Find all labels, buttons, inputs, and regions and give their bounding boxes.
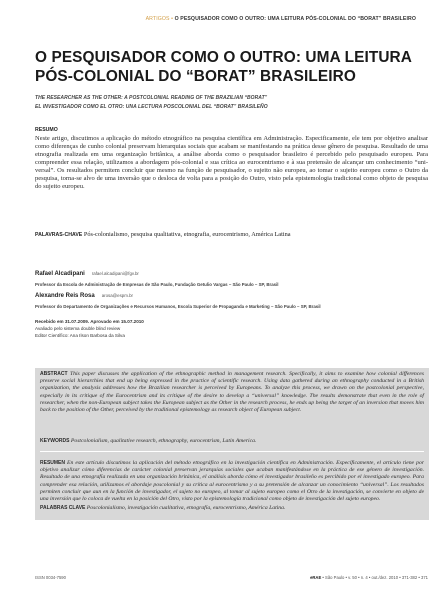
issn-number: ISSN 0034-7590 [35, 575, 66, 580]
citation-details: • São Paulo • v. 50 • n. 4 • out./dez. 2010 • 371-382 • 371 [322, 575, 428, 580]
author-block [35, 284, 428, 309]
abstract-label: ABSTRACT [40, 371, 68, 377]
review-system: Avaliado pelo sistema double blind review [35, 326, 121, 331]
keywords-pt [35, 231, 428, 238]
abstract-text: This paper discusses the application of the ethnographic method in management research. Specifically, it aims to examine how colonial differences preserve social hierarchies that end up being expressed in the practice of scientific research. Using data gathered during an ethnography conducted in a British organization, the analysis addresses how the Brazilian researcher is perceived by Europeans. To analyze this process, we drawn on the postcolonial perspective, especially in its critique of the Eurocentrism and its critique of the desire to develop a “universal” knowledge. The results demonstrate that even in the role of researcher, when the non-European subject takes the European subject as the Other in the research process, he ends up being the target of an inversion that moves him back to the position of the Other, perceived by the traditional epistemology as research object of European subject. [40, 371, 425, 414]
resumen-text: En este artículo discutimos la aplicación del método etnográfico en la investigación científica en Administración. Específicamente, el artículo tiene por objetivo analizar cómo diferencias de carácter colonial preservan jerarquías sociales que acaban manifestándose en la práctica de ese género de investigación. Resultado de una etnografía realizada en una organización británica, el análisis aborda cómo el investigador brasileño es percibido por el investigado europeo. Para comprender esa relación, utilizamos el abordaje poscolonial y su crítica al eurocentrismo y a su pretensión de alcanzar un conocimiento “universal”. Los resultados permiten concluir que aun en la función de investigador, el sujeto no europeo, al tomar al sujeto europeo como el Otro de la investigación, se convierte en objeto de una inversión que lo coloca de vuelta en la posición del Otro, visto por la epistemología tradicional como objeto de investigación del sujeto europeo. [40, 460, 424, 503]
keywords-en-label: KEYWORDS [40, 438, 70, 444]
journal-citation [310, 575, 428, 580]
keywords-pt-text: Pós-colonialismo, pesquisa qualitativa, etnografia, eurocentrismo, América Latina [83, 231, 291, 238]
subtitle-english: THE RESEARCHER AS THE OTHER: A POSTCOLONIAL READING OF THE BRAZILIAN “BORAT” [35, 95, 268, 101]
author-name: Rafael Alcadipani [35, 271, 85, 277]
keywords-es [40, 505, 424, 512]
abstract-divider [40, 451, 424, 452]
keywords-es-text: Poscolonialismo, investigación cualitativa, etnografía, eurocentrismo, América Latina. [86, 505, 286, 511]
keywords-en [40, 438, 424, 445]
resumo-text: Neste artigo, discutimos a aplicação do método etnográfico na pesquisa científica em Administração. Especificamente, ele tem por objetivo analisar como diferenças de cunho colonial preservam hierarquias sociais que acabam se manifestando na prática desse gênero de pesquisa. Resultado de uma etnografia realizada em uma organização britânica, a análise aborda como o pesquisador brasileiro é percebido pelo pesquisado europeu. Para compreender essa relação, utilizamos a abordagem pós-colonial e sua crítica ao eurocentrismo e à sua pretensão de alcançar um conhecimento “uni-versal”. Os resultados permitem concluir que mesmo na função de pesquisador, o sujeito não europeu, ao tomar o sujeito europeu como o Outro da pesquisa, torna-se alvo de uma inversão que o desloca de volta para a posição do Outro, visto pela epistemologia tradicional como objeto de pesquisa do sujeito europeu. [35, 135, 428, 190]
author-name: Alexandre Reis Rosa [35, 293, 95, 299]
resumen-label: RESUMEN [40, 460, 66, 466]
keywords-es-label: PALABRAS CLAVE [40, 505, 86, 511]
author-affiliation: Professor da Escola de Administração de Empresas de São Paulo, Fundação Getulio Vargas – São Paulo – SP, Brasil [35, 282, 279, 287]
scientific-editor: Editor Científico: Ana Ilson Barbosa da Silva [35, 333, 125, 338]
subtitle-spanish: EL INVESTIGADOR COMO EL OTRO: UNA LECTURA POSCOLONIAL DEL “BORAT” BRASILEÑO [35, 104, 268, 110]
running-header [146, 16, 416, 22]
submission-info [35, 318, 144, 339]
author-email-link[interactable]: rafael.alcadipani@fgv.br [91, 271, 139, 276]
running-header-title: O PESQUISADOR COMO O OUTRO: UMA LEITURA PÓS-COLONIAL DO “BORAT” BRASILEIRO [174, 16, 416, 22]
journal-name: eRAE [310, 575, 322, 580]
keywords-en-text: Postcolonialism, qualitative research, ethnography, eurocentrism, Latin America. [70, 438, 257, 444]
running-header-section: ARTIGOS [145, 16, 170, 22]
author-email-link[interactable]: arosa@espm.br [101, 293, 134, 298]
keywords-pt-label: PALAVRAS-CHAVE [35, 232, 83, 238]
resumen [40, 460, 424, 503]
received-date: Recebido em 31.07.2009. Aprovado em 15.07.2010 [35, 319, 144, 324]
running-header-separator: • [171, 16, 174, 22]
abstract [40, 371, 424, 414]
resumo-label: RESUMO [35, 127, 58, 133]
author-affiliation: Professor do Departamento de Organizações e Recursos Humanos, Escola Superior de Propaganda e Marketing – São Paulo – SP, Brasil [35, 304, 321, 309]
article-title: O PESQUISADOR COMO O OUTRO: UMA LEITURA PÓS-COLONIAL DO “BORAT” BRASILEIRO [35, 49, 412, 85]
